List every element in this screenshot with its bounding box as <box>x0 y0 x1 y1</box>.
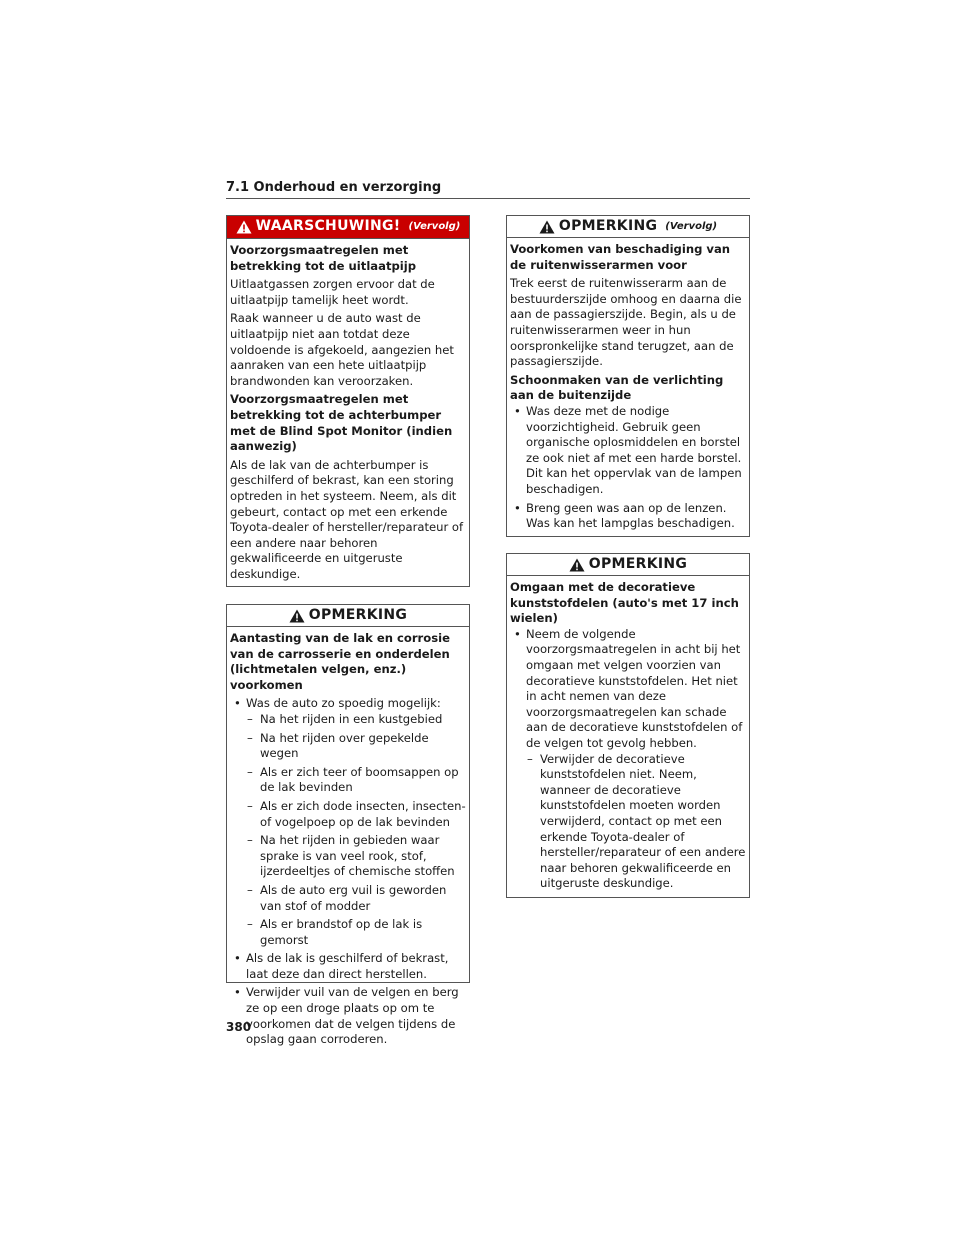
warning-title: WAARSCHUWING! <box>255 218 401 235</box>
bullet-item: • Verwijder vuil van de velgen en berg ze op een droge plaats op om te voorkomen dat de velgen tijdens de opslag gaan corroderen. <box>230 985 467 1047</box>
warning-title-bar <box>227 216 469 239</box>
note-title-bar <box>507 554 749 576</box>
sub-item: – Na het rijden in gebieden waar sprake is van veel rook, stof, ijzerdeeltjes of chemische stoffen <box>230 833 467 880</box>
note-heading: Aantasting van de lak en corrosie van de carrosserie en onderdelen (lichtmetalen velgen, enz.) voorkomen <box>230 631 450 692</box>
note-heading-lights: Schoonmaken van de verlichting aan de buitenzijde <box>510 372 724 403</box>
warning-heading-exhaust: Voorzorgsmaatregelen met betrekking tot de uitlaatpijp <box>230 243 417 273</box>
sub-item: – Als de auto erg vuil is geworden van stof of modder <box>230 883 467 914</box>
bullet-item: • Neem de volgende voorzorgsmaatregelen in acht bij het omgaan met velgen voorzien van decoratieve kunststofdelen. Het niet in acht nemen van deze voorzorgsmaatregelen kan schade aan de decoratieve kunststofdelen of de velgen tot gevolg hebben. <box>510 627 747 752</box>
warning-box <box>226 215 470 587</box>
sub-item: – Als er zich dode insecten, insecten- of vogelpoep op de lak bevinden <box>230 799 467 830</box>
warning-triangle-icon <box>236 220 252 234</box>
sub-item: – Als er zich teer of boomsappen op de lak bevinden <box>230 765 467 796</box>
note-title-bar <box>227 605 469 627</box>
warning-paragraph: Als de lak van de achterbumper is geschilferd of bekrast, kan een storing optreden in het systeem. Neem, als dit gebeurt, contact op met een erkende Toyota-dealer of hersteller/reparateur of een andere naar behoren gekwalificeerde en uitgeruste deskundige. <box>230 457 464 581</box>
caution-triangle-icon <box>569 558 585 572</box>
note-subtitle: (Vervolg) <box>665 220 718 232</box>
sub-item: – Verwijder de decoratieve kunststofdelen niet. Neem, wanneer de decoratieve kunststofdelen moeten worden verwijderd, contact op met een erkende Toyota-dealer of hersteller/reparateur of een andere naar behoren gekwalificeerde en uitgeruste deskundige. <box>510 752 747 892</box>
caution-triangle-icon <box>289 609 305 623</box>
note-title: OPMERKING <box>308 606 408 623</box>
warning-subtitle: (Vervolg) <box>408 221 461 233</box>
sub-item: – Na het rijden over gepekelde wegen <box>230 731 467 762</box>
warning-paragraph: Raak wanneer u de auto wast de uitlaatpijp niet aan totdat deze voldoende is afgekoeld, aangezien het aanraken van een hete uitlaatpijp brandwonden kan veroorzaken. <box>230 311 454 388</box>
sub-item: – Als er brandstof op de lak is gemorst <box>230 917 467 948</box>
note-paragraph: Trek eerst de ruitenwisserarm aan de bestuurderszijde omhoog en daarna die aan de passagierszijde. Begin, als u de ruitenwisserarmen weer in hun oorspronkelijke stand terugzet, aan de passagierszijde. <box>510 276 742 369</box>
bullet-item: • Breng geen was aan op de lenzen. Was kan het lampglas beschadigen. <box>510 501 747 532</box>
note-title: OPMERKING <box>588 555 688 572</box>
warning-heading-bumper: Voorzorgsmaatregelen met betrekking tot de achterbumper met de Blind Spot Monitor (indien aanwezig) <box>230 392 453 454</box>
note-heading: Omgaan met de decoratieve kunststofdelen (auto's met 17 inch wielen) <box>510 580 739 626</box>
page-number: 380 <box>226 1020 252 1034</box>
note-title: OPMERKING <box>558 217 658 234</box>
warning-paragraph: Uitlaatgassen zorgen ervoor dat de uitlaatpijp tamelijk heet wordt. <box>230 277 435 307</box>
note-title-bar <box>507 216 749 238</box>
sub-item: – Na het rijden in een kustgebied <box>230 712 467 728</box>
bullet-item: • Als de lak is geschilferd of bekrast, laat deze dan direct herstellen. <box>230 951 467 982</box>
caution-triangle-icon <box>539 220 555 234</box>
bullet-item: • Was deze met de nodige voorzichtigheid. Gebruik geen organische oplosmiddelen en borstel ze ook niet af met een harde borstel. Dit kan het oppervlak van de lampen beschadigen. <box>510 404 747 498</box>
bullet-item: • Was de auto zo spoedig mogelijk: <box>230 696 467 712</box>
note-heading-wipers: Voorkomen van beschadiging van de ruitenwisserarmen voor <box>510 242 731 272</box>
section-header: 7.1 Onderhoud en verzorging <box>226 180 750 199</box>
note-box-wipers <box>506 215 750 537</box>
note-box-decorative-parts <box>506 553 750 898</box>
